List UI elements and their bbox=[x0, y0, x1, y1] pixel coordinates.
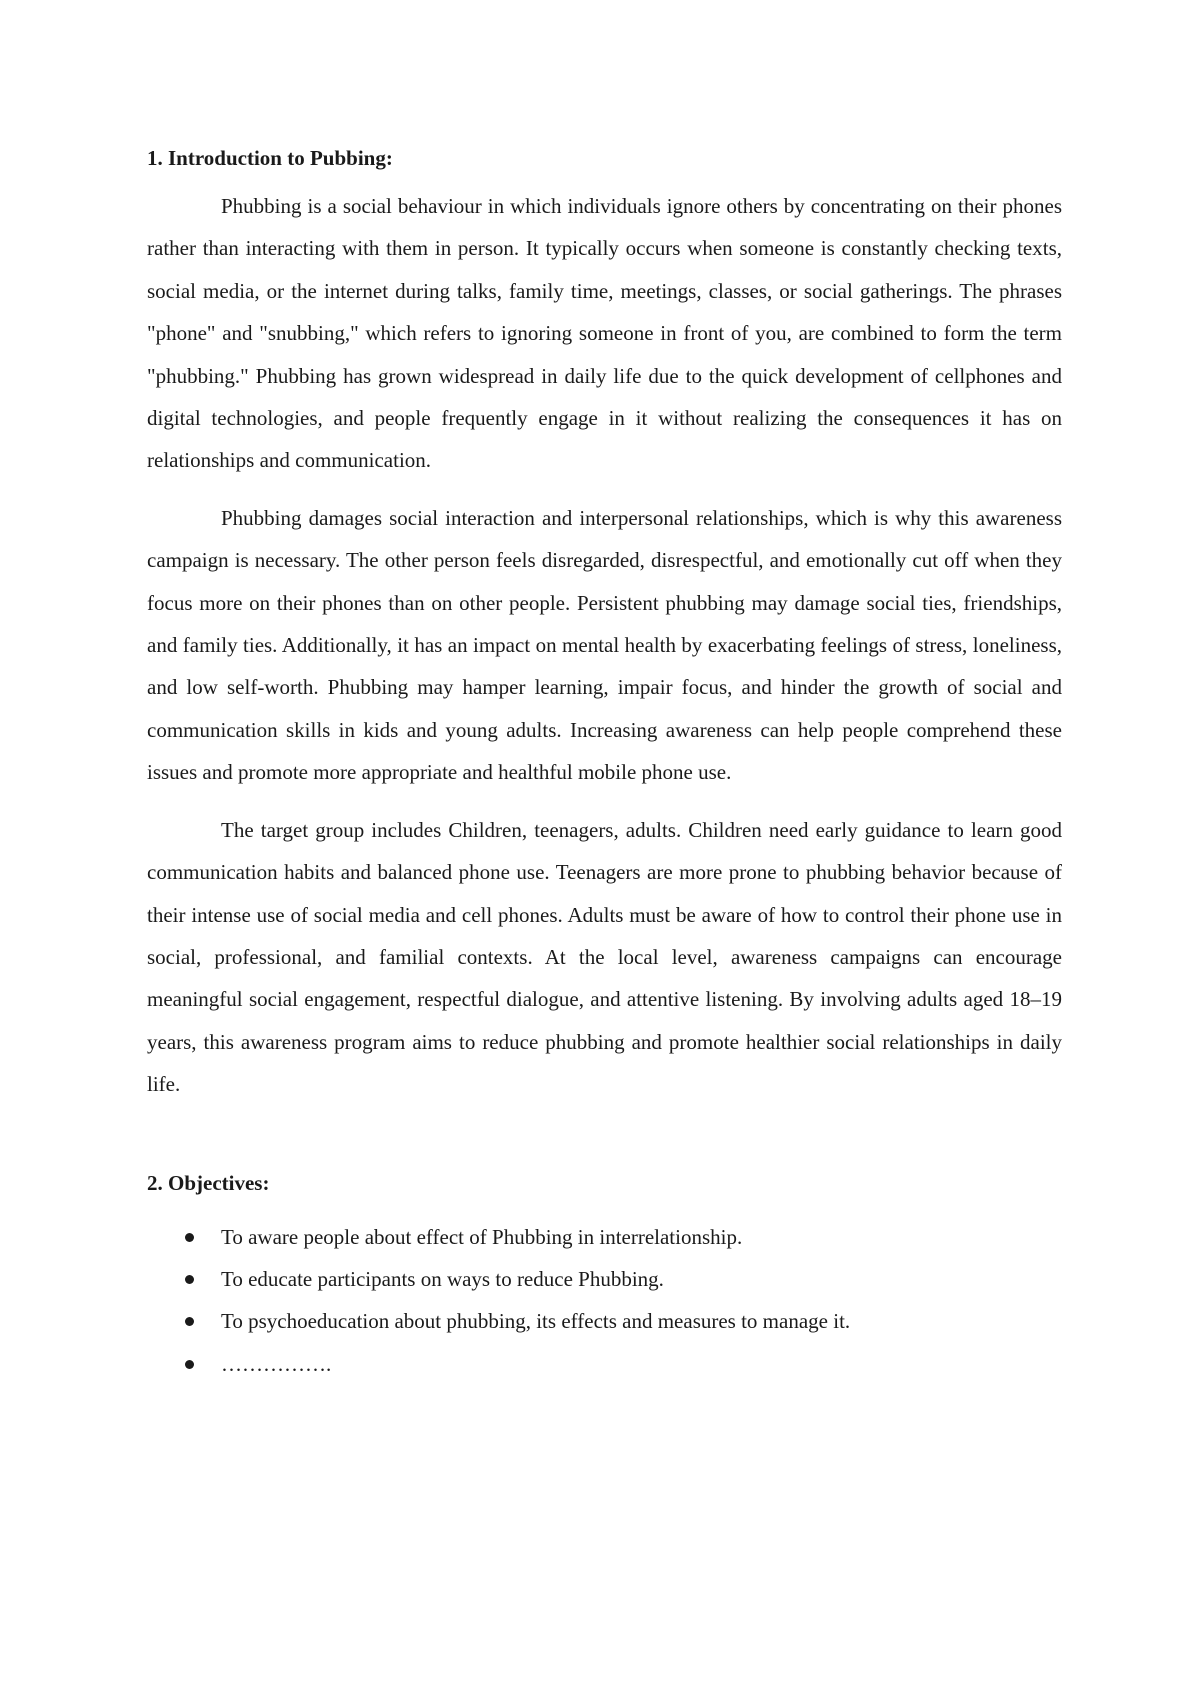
bullet-icon bbox=[185, 1360, 194, 1369]
objective-item bbox=[147, 1258, 1062, 1300]
intro-paragraph-3: The target group includes Children, teenagers, adults. Children need early guidance to learn good communication habits and balanced phone use. Teenagers are more prone to phubbing behavior because of their intense use of social media and cell phones. Adults must be aware of how to control their phone use in social, professional, and familial contexts. At the local level, awareness campaigns can encourage meaningful social engagement, respectful dialogue, and attentive listening. By involving adults aged 18–19 years, this awareness program aims to reduce phubbing and promote healthier social relationships in daily life. bbox=[147, 817, 1062, 1097]
objective-text: To aware people about effect of Phubbing in interrelationship. bbox=[221, 1224, 743, 1249]
objective-text: To psychoeducation about phubbing, its effects and measures to manage it. bbox=[221, 1309, 851, 1334]
section-heading-objectives: 2. Objectives: bbox=[147, 1170, 270, 1195]
objective-item bbox=[147, 1300, 1062, 1342]
section-objectives bbox=[147, 1168, 1062, 1386]
objective-text: ……………. bbox=[221, 1351, 332, 1376]
objective-item bbox=[147, 1216, 1062, 1258]
bullet-icon bbox=[185, 1275, 194, 1284]
objectives-list bbox=[147, 1216, 1062, 1386]
objective-item bbox=[147, 1343, 1062, 1385]
document-content bbox=[147, 143, 1062, 1385]
bullet-icon bbox=[185, 1233, 194, 1242]
intro-paragraph-1: Phubbing is a social behaviour in which individuals ignore others by concentrating on their phones rather than interacting with them in person. It typically occurs when someone is constantly checking texts, social media, or the internet during talks, family time, meetings, classes, or social gatherings. The phrases "phone" and "snubbing," which refers to ignoring someone in front of you, are combined to form the term "phubbing." Phubbing has grown widespread in daily life due to the quick development of cellphones and digital technologies, and people frequently engage in it without realizing the consequences it has on relationships and communication. bbox=[147, 194, 1062, 473]
objective-text: To educate participants on ways to reduce Phubbing. bbox=[221, 1266, 664, 1291]
intro-paragraph-2: Phubbing damages social interaction and interpersonal relationships, which is why this awareness campaign is necessary. The other person feels disregarded, disrespectful, and emotionally cut off when they focus more on their phones than on other people. Persistent phubbing may damage social ties, friendships, and family ties. Additionally, it has an impact on mental health by exacerbating feelings of stress, loneliness, and low self-worth. Phubbing may hamper learning, impair focus, and hinder the growth of social and communication skills in kids and young adults. Increasing awareness can help people comprehend these issues and promote more appropriate and healthful mobile phone use. bbox=[147, 505, 1062, 785]
section-introduction bbox=[147, 143, 1062, 1106]
bullet-icon bbox=[185, 1317, 194, 1326]
section-heading-introduction: 1. Introduction to Pubbing: bbox=[147, 146, 393, 170]
